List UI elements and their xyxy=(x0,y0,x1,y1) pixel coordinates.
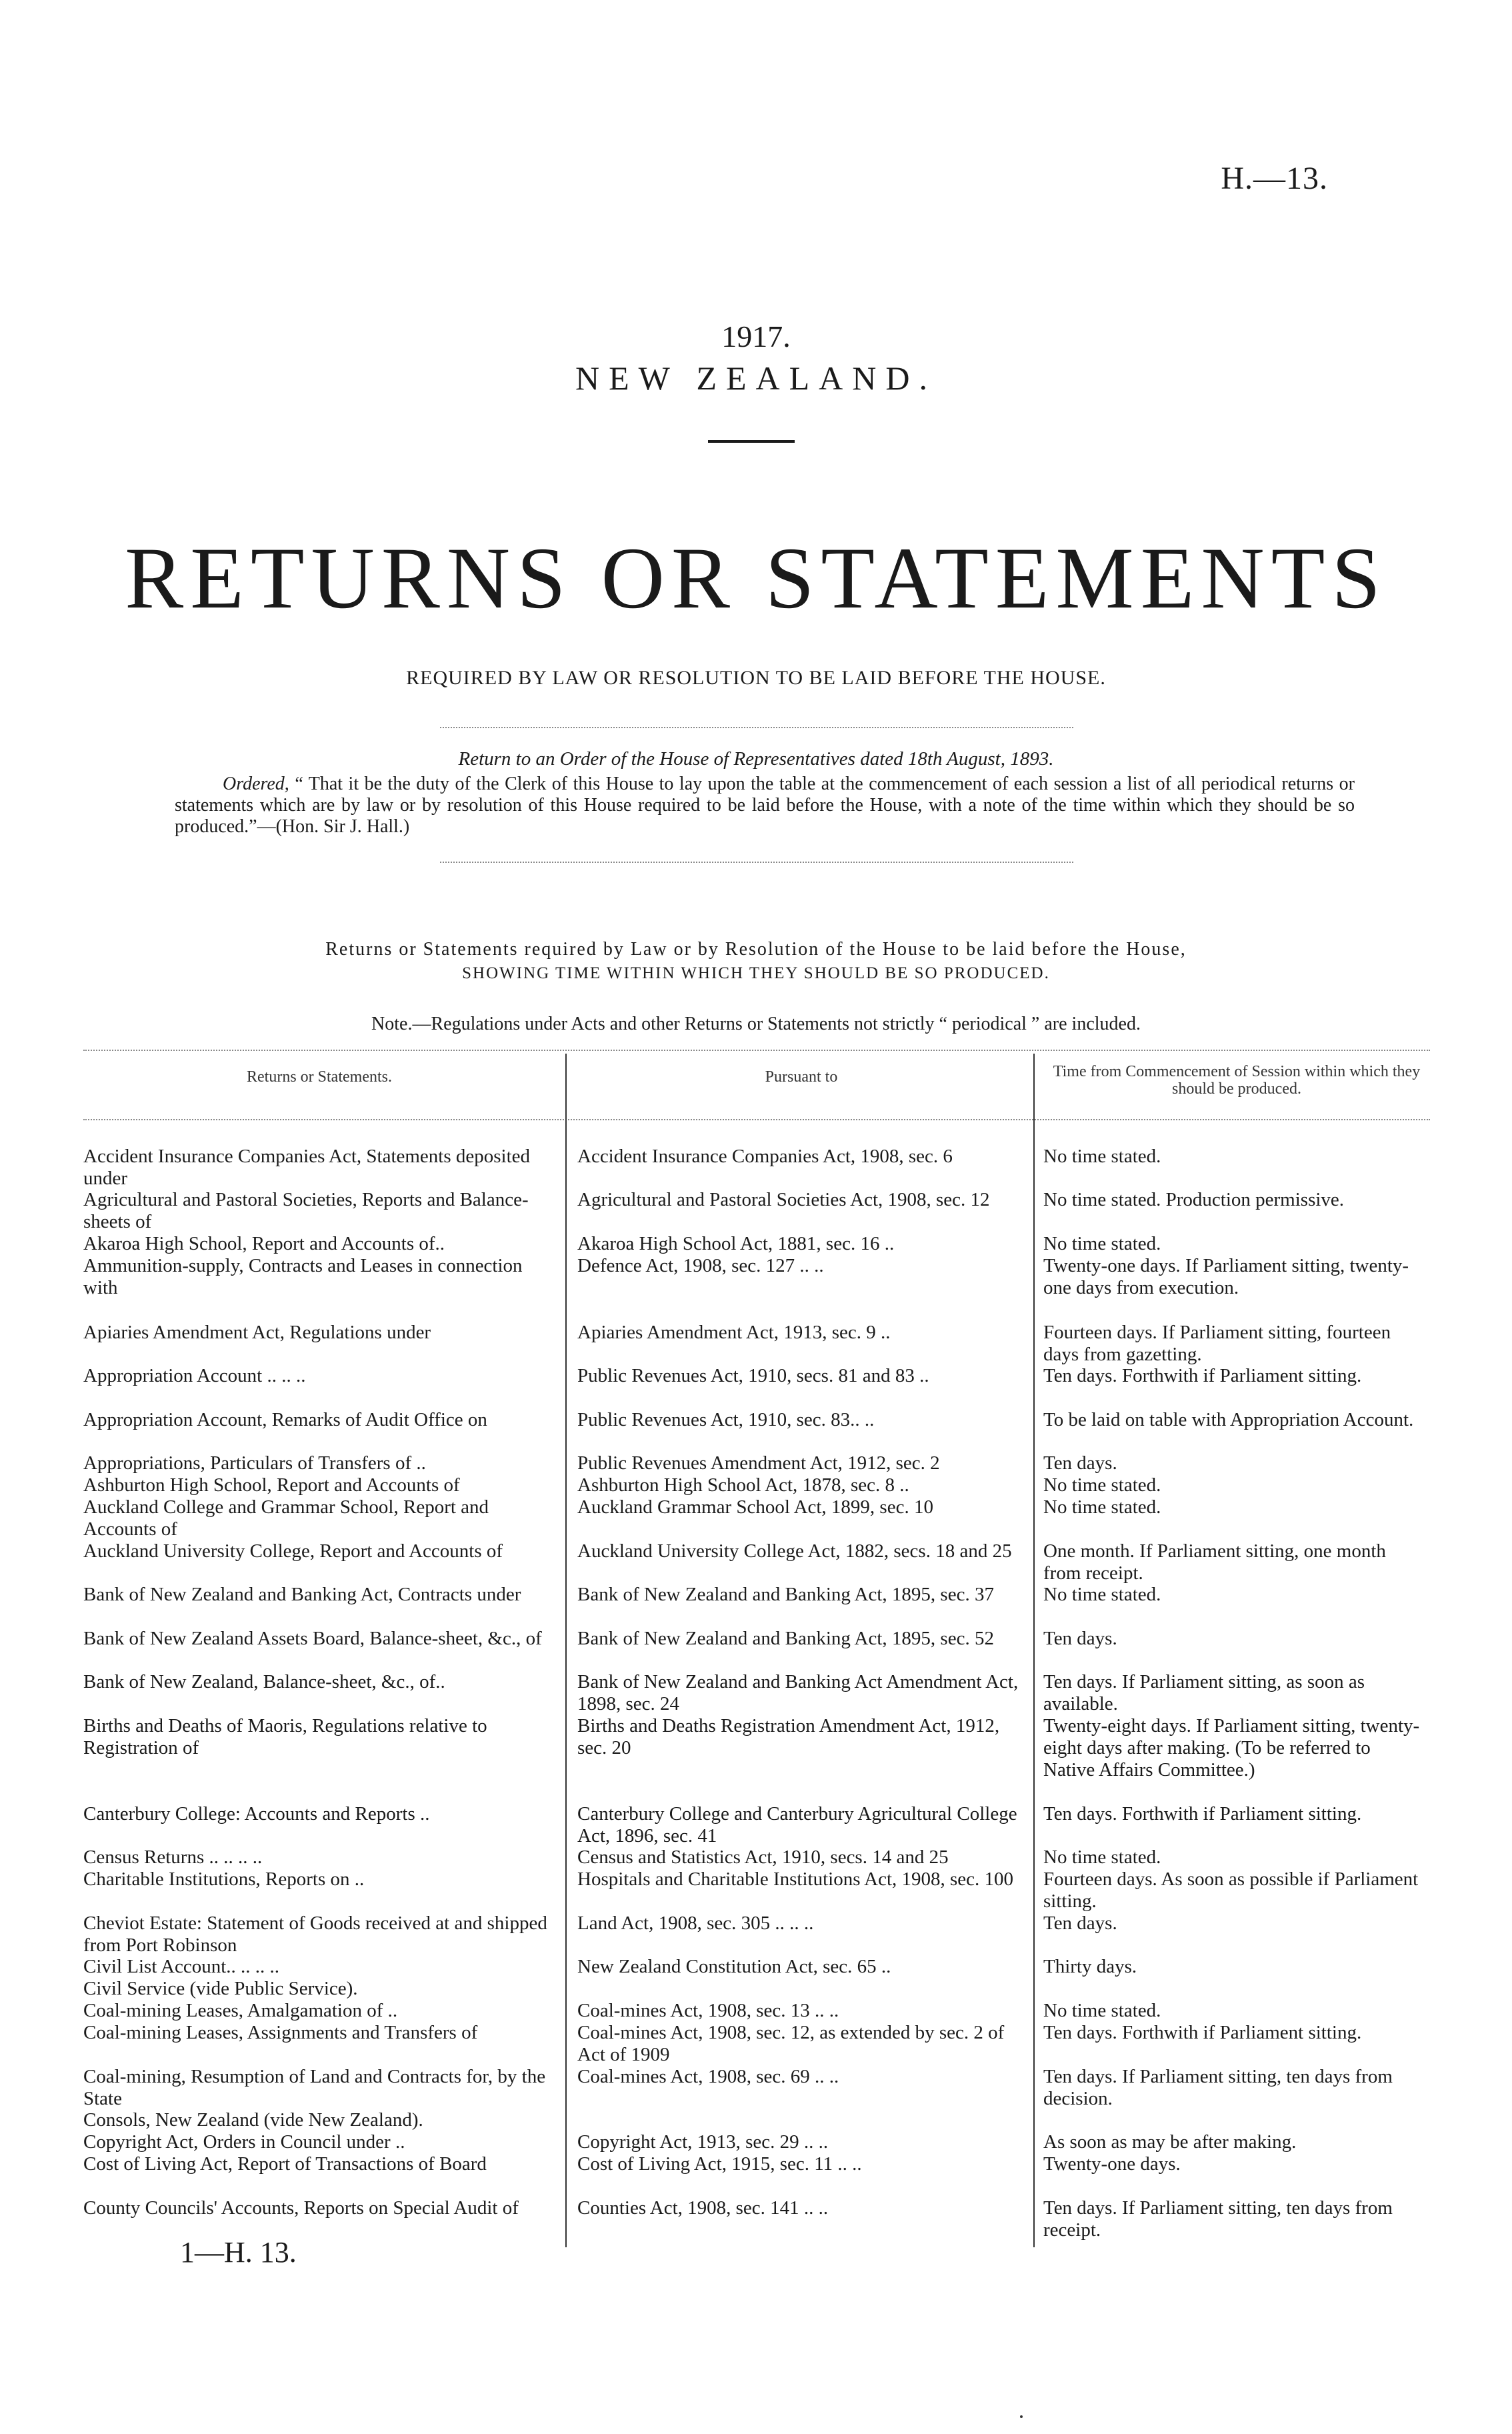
pursuant-cell: Census and Statistics Act, 1910, secs. 14 and 25 xyxy=(577,1847,949,1868)
column-divider xyxy=(565,1054,567,2247)
pursuant-cell: Land Act, 1908, sec. 305 .. .. .. xyxy=(577,1913,814,1934)
pursuant-cell: Coal-mines Act, 1908, sec. 69 .. .. xyxy=(577,2066,839,2087)
pursuant-cell: Bank of New Zealand and Banking Act Amendment Act, 1898, sec. 24 xyxy=(577,1671,1019,1714)
divider xyxy=(440,862,1073,863)
print-speck xyxy=(1020,2415,1023,2418)
return-cell: Appropriation Account .. .. .. xyxy=(83,1365,306,1386)
section-subheading: SHOWING TIME WITHIN WHICH THEY SHOULD BE SO PRODUCED. xyxy=(462,964,1050,982)
sheet-number: 1—H. 13. xyxy=(180,2236,297,2269)
pursuant-cell: Akaroa High School Act, 1881, sec. 16 .. xyxy=(577,1233,895,1254)
time-cell: Ten days. Forthwith if Parliament sitting. xyxy=(1043,1365,1362,1386)
column-header-time: Time from Commencement of Session within which they should be produced. xyxy=(1053,1063,1421,1098)
pursuant-cell: Bank of New Zealand and Banking Act, 1895, sec. 52 xyxy=(577,1628,994,1649)
table-header-rule xyxy=(83,1119,1430,1120)
return-cell: Auckland University College, Report and Accounts of xyxy=(83,1540,503,1562)
pursuant-cell: Apiaries Amendment Act, 1913, sec. 9 .. xyxy=(577,1322,891,1343)
return-cell: Ammunition-supply, Contracts and Leases in connection with xyxy=(83,1255,523,1298)
time-cell: To be laid on table with Appropriation Account. xyxy=(1043,1409,1414,1430)
time-cell: Twenty-one days. xyxy=(1043,2153,1181,2175)
return-cell: Cost of Living Act, Report of Transactions of Board xyxy=(83,2153,487,2175)
column-divider xyxy=(1033,1054,1035,2247)
pursuant-cell: Counties Act, 1908, sec. 141 .. .. xyxy=(577,2197,829,2219)
pursuant-cell: Defence Act, 1908, sec. 127 .. .. xyxy=(577,1255,824,1276)
pursuant-cell: Public Revenues Act, 1910, secs. 81 and 83 .. xyxy=(577,1365,929,1386)
return-cell: Charitable Institutions, Reports on .. xyxy=(83,1869,365,1890)
return-cell: Coal-mining Leases, Assignments and Transfers of xyxy=(83,2022,478,2043)
pursuant-cell: New Zealand Constitution Act, sec. 65 .. xyxy=(577,1956,891,1977)
return-cell: Births and Deaths of Maoris, Regulations relative to Registration of xyxy=(83,1715,487,1758)
page-code: H.—13. xyxy=(1221,161,1328,196)
column-header-returns: Returns or Statements. xyxy=(247,1068,392,1086)
return-cell: Coal-mining, Resumption of Land and Contracts for, by the State xyxy=(83,2066,546,2109)
return-cell: Cheviot Estate: Statement of Goods received at and shipped from Port Robinson xyxy=(83,1913,547,1956)
return-cell: Apiaries Amendment Act, Regulations under xyxy=(83,1322,431,1343)
time-cell: Twenty-eight days. If Parliament sitting, twenty-eight days after making. (To be referred to Native Affairs Committee.) xyxy=(1043,1715,1420,1780)
pursuant-cell: Cost of Living Act, 1915, sec. 11 .. .. xyxy=(577,2153,862,2175)
pursuant-cell: Hospitals and Charitable Institutions Act, 1908, sec. 100 xyxy=(577,1869,1014,1890)
return-cell: Civil List Account.. .. .. .. xyxy=(83,1956,280,1977)
time-cell: Twenty-one days. If Parliament sitting, twenty-one days from execution. xyxy=(1043,1255,1409,1298)
return-cell: Accident Insurance Companies Act, Statements deposited under xyxy=(83,1146,531,1189)
pursuant-cell: Copyright Act, 1913, sec. 29 .. .. xyxy=(577,2131,829,2153)
time-cell: Ten days. xyxy=(1043,1913,1117,1934)
time-cell: Ten days. If Parliament sitting, ten days from decision. xyxy=(1043,2066,1393,2109)
time-cell: One month. If Parliament sitting, one month from receipt. xyxy=(1043,1540,1386,1584)
pursuant-cell: Public Revenues Amendment Act, 1912, sec. 2 xyxy=(577,1452,940,1474)
return-cell: Appropriations, Particulars of Transfers of .. xyxy=(83,1452,426,1474)
time-cell: Ten days. xyxy=(1043,1452,1117,1474)
return-cell: Appropriation Account, Remarks of Audit Office on xyxy=(83,1409,487,1430)
time-cell: Fourteen days. As soon as possible if Parliament sitting. xyxy=(1043,1869,1419,1912)
pursuant-cell: Ashburton High School Act, 1878, sec. 8 .. xyxy=(577,1474,909,1496)
ordered-paragraph xyxy=(175,774,1355,838)
return-cell: Coal-mining Leases, Amalgamation of .. xyxy=(83,2000,398,2021)
return-cell: Akaroa High School, Report and Accounts of.. xyxy=(83,1233,445,1254)
country-heading: NEW ZEALAND. xyxy=(575,359,937,397)
return-cell: Bank of New Zealand, Balance-sheet, &c., of.. xyxy=(83,1671,445,1692)
return-cell: Bank of New Zealand and Banking Act, Contracts under xyxy=(83,1584,521,1605)
time-cell: Thirty days. xyxy=(1043,1956,1137,1977)
return-cell: Consols, New Zealand (vide New Zealand). xyxy=(83,2109,423,2131)
pursuant-cell: Bank of New Zealand and Banking Act, 1895, sec. 37 xyxy=(577,1584,994,1605)
return-cell: County Councils' Accounts, Reports on Special Audit of xyxy=(83,2197,519,2219)
time-cell: No time stated. xyxy=(1043,2000,1161,2021)
pursuant-cell: Births and Deaths Registration Amendment Act, 1912, sec. 20 xyxy=(577,1715,1000,1758)
pursuant-cell: Public Revenues Act, 1910, sec. 83.. .. xyxy=(577,1409,875,1430)
return-cell: Auckland College and Grammar School, Report and Accounts of xyxy=(83,1496,489,1540)
time-cell: No time stated. xyxy=(1043,1146,1161,1167)
pursuant-cell: Canterbury College and Canterbury Agricultural College Act, 1896, sec. 41 xyxy=(577,1803,1017,1847)
table-top-rule xyxy=(83,1050,1430,1051)
divider xyxy=(440,727,1073,728)
section-note: Note.—Regulations under Acts and other Returns or Statements not strictly “ periodical ” are included. xyxy=(371,1014,1141,1034)
pursuant-cell: Auckland Grammar School Act, 1899, sec. 10 xyxy=(577,1496,933,1518)
time-cell: As soon as may be after making. xyxy=(1043,2131,1297,2153)
return-order: Return to an Order of the House of Representatives dated 18th August, 1893. xyxy=(458,748,1054,770)
time-cell: Ten days. Forthwith if Parliament sitting. xyxy=(1043,1803,1362,1824)
page-title: RETURNS OR STATEMENTS xyxy=(125,529,1387,627)
title-rule xyxy=(708,440,795,443)
ordered-text: “ That it be the duty of the Clerk of this House to lay upon the table at the commencement of each session a list of all periodical returns or statements which are by law or by resolution of this House required to be laid before the House, with a note of the time within which they should be so produced.”—(Hon. Sir J. Hall.) xyxy=(175,774,1355,837)
time-cell: Fourteen days. If Parliament sitting, fourteen days from gazetting. xyxy=(1043,1322,1391,1365)
pursuant-cell: Coal-mines Act, 1908, sec. 13 .. .. xyxy=(577,2000,839,2021)
pursuant-cell: Coal-mines Act, 1908, sec. 12, as extended by sec. 2 of Act of 1909 xyxy=(577,2022,1005,2065)
page-subtitle: REQUIRED BY LAW OR RESOLUTION TO BE LAID BEFORE THE HOUSE. xyxy=(406,667,1106,689)
return-cell: Copyright Act, Orders in Council under .. xyxy=(83,2131,405,2153)
time-cell: Ten days. If Parliament sitting, ten days from receipt. xyxy=(1043,2197,1393,2241)
section-heading: Returns or Statements required by Law or by Resolution of the House to be laid before the House, xyxy=(325,939,1187,960)
ordered-word: Ordered, xyxy=(223,774,289,794)
time-cell: No time stated. xyxy=(1043,1496,1161,1518)
time-cell: No time stated. Production permissive. xyxy=(1043,1189,1345,1210)
time-cell: Ten days. xyxy=(1043,1628,1117,1649)
return-cell: Canterbury College: Accounts and Reports .. xyxy=(83,1803,430,1824)
return-cell: Civil Service (vide Public Service). xyxy=(83,1978,358,1999)
return-cell: Bank of New Zealand Assets Board, Balance-sheet, &c., of xyxy=(83,1628,542,1649)
time-cell: No time stated. xyxy=(1043,1847,1161,1868)
year: 1917. xyxy=(721,319,791,353)
pursuant-cell: Agricultural and Pastoral Societies Act, 1908, sec. 12 xyxy=(577,1189,990,1210)
column-header-pursuant: Pursuant to xyxy=(765,1068,838,1086)
time-cell: No time stated. xyxy=(1043,1233,1161,1254)
return-cell: Ashburton High School, Report and Accounts of xyxy=(83,1474,460,1496)
pursuant-cell: Accident Insurance Companies Act, 1908, sec. 6 xyxy=(577,1146,953,1167)
return-cell: Agricultural and Pastoral Societies, Reports and Balance-sheets of xyxy=(83,1189,529,1232)
time-cell: No time stated. xyxy=(1043,1474,1161,1496)
pursuant-cell: Auckland University College Act, 1882, secs. 18 and 25 xyxy=(577,1540,1012,1562)
time-cell: No time stated. xyxy=(1043,1584,1161,1605)
return-cell: Census Returns .. .. .. .. xyxy=(83,1847,263,1868)
time-cell: Ten days. Forthwith if Parliament sitting. xyxy=(1043,2022,1362,2043)
time-cell: Ten days. If Parliament sitting, as soon as available. xyxy=(1043,1671,1365,1714)
